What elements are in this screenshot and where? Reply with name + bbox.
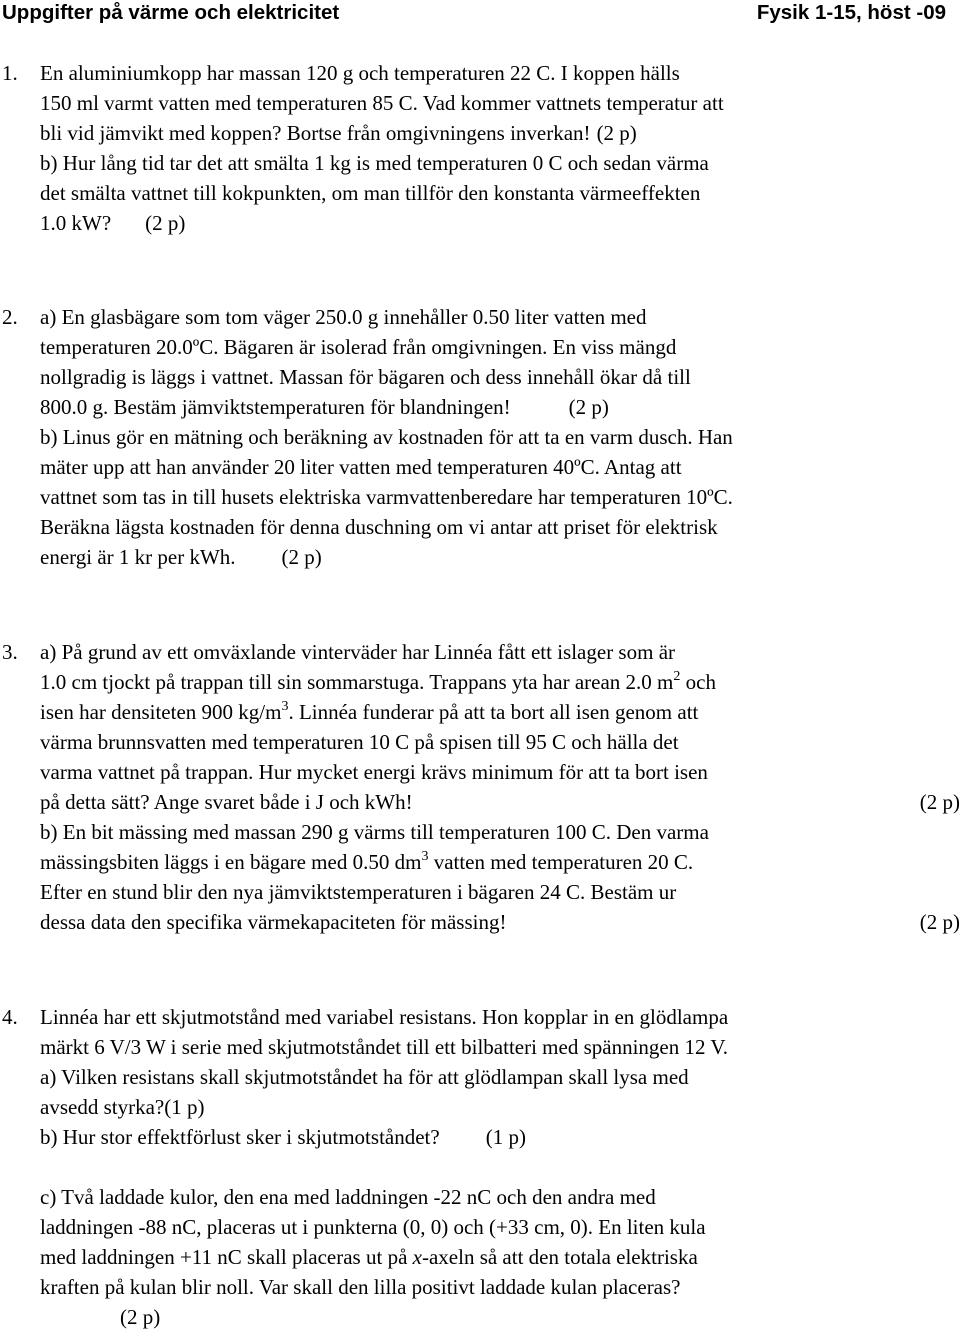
points-label: (2 p) — [568, 395, 609, 419]
problem-line: c) Två laddade kulor, den ena med laddningen -22 nC och den andra med — [40, 1185, 656, 1209]
problem-line: isen har densiteten 900 $kg/m^3$. Linnéa funderar på att ta bort all isen genom att — [40, 699, 699, 724]
problem-line: kraften på kulan blir noll. Var skall den lilla positivt laddade kulan placeras? — [40, 1275, 681, 1299]
problem-text — [40, 1002, 960, 1332]
problem-line: mässingsbiten läggs i en bägare med 0.50 $dm^3$ vatten med temperaturen 20 C. — [40, 849, 694, 874]
problem-number: 3. — [2, 640, 18, 664]
problem-line: energi är 1 kr per kWh. (2 p) — [40, 545, 322, 569]
problem-line: laddningen -88 nC, placeras ut i punkterna (0, 0) och (+33 cm, 0). En liten kula — [40, 1215, 706, 1239]
problem-line: b) Hur stor effektförlust sker i skjutmotståndet? (1 p) — [40, 1125, 526, 1149]
superscript: 2 — [673, 669, 681, 684]
problem-number: 4. — [2, 1005, 18, 1029]
problem-line: a) Vilken resistans skall skjutmotståndet ha för att glödlampan skall lysa med — [40, 1065, 689, 1089]
problem-line: avsedd styrka?(1 p) — [40, 1095, 205, 1119]
points-label: (2 p) — [919, 790, 960, 814]
points-label: (2 p) — [596, 121, 637, 145]
problem-line: b) Hur lång tid tar det att smälta 1 kg is med temperaturen 0 C och sedan värma — [40, 151, 709, 175]
problem-line: 1.0 kW? (2 p) — [40, 211, 186, 235]
problem-line: b) En bit mässing med massan 290 g värms till temperaturen 100 C. Den varma — [40, 820, 709, 844]
document-title: Uppgifter på värme och elektricitet — [2, 1, 340, 24]
problem-line: varma vattnet på trappan. Hur mycket energi krävs minimum för att ta bort isen — [40, 760, 708, 784]
problem-text — [40, 637, 960, 937]
problem-line: Efter en stund blir den nya jämviktstemperaturen i bägaren 24 C. Bestäm ur — [40, 880, 677, 904]
problem-line: märkt 6 V/3 W i serie med skjutmotståndet till ett bilbatteri med spänningen 12 V. — [40, 1035, 729, 1059]
problem-line: Linnéa har ett skjutmotstånd med variabel resistans. Hon kopplar in en glödlampa — [40, 1005, 729, 1029]
problem-line: vattnet som tas in till husets elektriska varmvattenberedare har temperaturen 10ºC. — [40, 485, 733, 509]
variable-x: x — [412, 1245, 422, 1269]
problem-line: temperaturen 20.0ºC. Bägaren är isolerad från omgivningen. En viss mängd — [40, 335, 677, 359]
problem-line: 150 ml varmt vatten med temperaturen 85 C. Vad kommer vattnets temperatur att — [40, 91, 724, 115]
problem-line: det smälta vattnet till kokpunkten, om man tillför den konstanta värmeeffekten — [40, 181, 701, 205]
problem-line: En aluminiumkopp har massan 120 g och temperaturen 22 C. I koppen hälls — [40, 61, 680, 85]
problem-line: a) En glasbägare som tom väger 250.0 g innehåller 0.50 liter vatten med — [40, 305, 647, 329]
points-label: (2 p) — [281, 545, 322, 569]
problem-line: b) Linus gör en mätning och beräkning av kostnaden för att ta en varm dusch. Han — [40, 425, 733, 449]
superscript: 3 — [281, 699, 289, 714]
course-label: Fysik 1-15, höst -09 — [756, 1, 946, 24]
points-label: (2 p) — [919, 910, 960, 934]
problem-line: mäter upp att han använder 20 liter vatten med temperaturen 40ºC. Antag att — [40, 455, 682, 479]
problem-line: 1.0 cm tjockt på trappan till sin sommarstuga. Trappans yta har arean 2.0 $m^2$ och — [40, 669, 716, 694]
problem-number: 2. — [2, 305, 18, 329]
points-label: (1 p) — [485, 1125, 526, 1149]
problem-line: bli vid jämvikt med koppen? Bortse från omgivningens inverkan! (2 p) — [40, 121, 637, 145]
problem-line: Beräkna lägsta kostnaden för denna duschning om vi antar att priset för elektrisk — [40, 515, 718, 539]
problem-line: med laddningen +11 nC skall placeras ut på x-axeln så att den totala elektriska — [40, 1245, 698, 1269]
problem-text — [40, 58, 960, 238]
problem-number: 1. — [2, 61, 18, 85]
problem-line: nollgradig is läggs i vattnet. Massan för bägaren och dess innehåll ökar då till — [40, 365, 691, 389]
problem-line: värma brunnsvatten med temperaturen 10 C på spisen till 95 C och hälla det — [40, 730, 679, 754]
problem-line: 800.0 g. Bestäm jämviktstemperaturen för blandningen! (2 p) — [40, 395, 609, 419]
blank-line — [40, 1152, 960, 1182]
points-label: (1 p) — [164, 1095, 205, 1119]
points-label: (2 p) — [120, 1305, 161, 1329]
problem-line: dessa data den specifika värmekapaciteten för mässing! (2 p) — [40, 907, 960, 937]
page-header — [2, 0, 946, 28]
problem-line — [40, 1302, 960, 1332]
problem-line: a) På grund av ett omväxlande vinterväder har Linnéa fått ett islager som är — [40, 640, 676, 664]
problem-text — [40, 302, 960, 572]
points-label: (2 p) — [145, 211, 186, 235]
superscript: 3 — [421, 849, 429, 864]
problem-line: på detta sätt? Ange svaret både i J och kWh! (2 p) — [40, 787, 960, 817]
